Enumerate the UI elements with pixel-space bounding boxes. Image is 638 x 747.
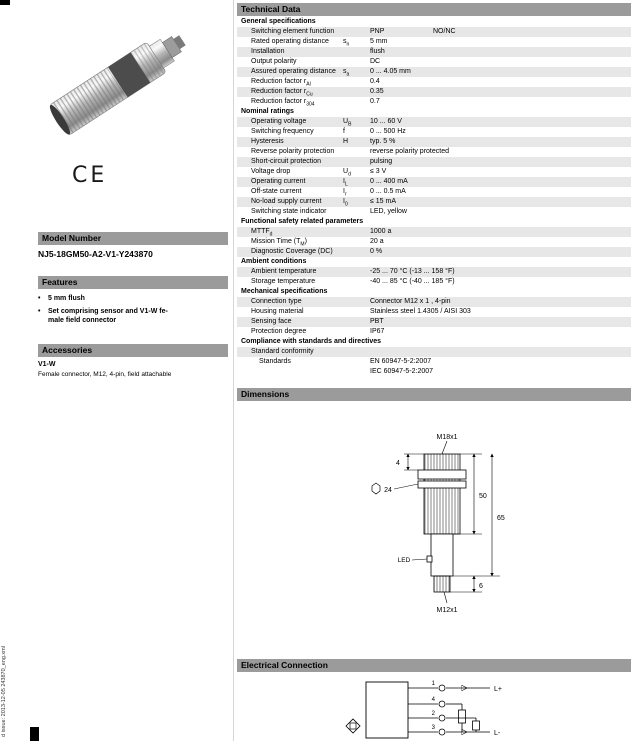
- tech-row-label: Assured operating distance: [251, 68, 336, 75]
- dimension-drawing: [352, 428, 582, 628]
- tech-row-value: 0.35: [370, 88, 384, 95]
- tech-row-symbol: $I_r$: [343, 188, 347, 198]
- tech-row-symbol: $I_0$: [343, 198, 348, 208]
- tech-row-label: Switching frequency: [251, 128, 314, 135]
- tech-row-value: Stainless steel 1.4305 / AISI 303: [370, 308, 471, 315]
- tech-row-label: Reduction factor $r_{304}$: [251, 98, 315, 108]
- tech-row: [237, 327, 631, 337]
- electrical-connection-header: Electrical Connection: [237, 659, 631, 672]
- tech-row-value: 0 %: [370, 248, 383, 255]
- tech-row: [237, 307, 631, 317]
- tech-section-header: Mechanical specifications: [237, 287, 631, 297]
- tech-row: [237, 197, 631, 207]
- accessory-name: V1-W: [38, 361, 56, 368]
- tech-row-label: $MTTF_d$: [251, 228, 273, 238]
- terminal-3-label: 3: [431, 725, 435, 731]
- sensor-image: [38, 8, 210, 146]
- tech-row-value: 20 a: [370, 238, 384, 245]
- tech-row-value: 5 mm: [370, 38, 388, 45]
- tech-row: [237, 67, 631, 77]
- tech-row-label: Reverse polarity protection: [251, 148, 335, 155]
- tech-row: [237, 127, 631, 137]
- product-photo: [38, 8, 210, 146]
- tech-row-value: -25 ... 70 °C (-13 ... 158 °F): [370, 268, 455, 275]
- tech-row: [237, 317, 631, 327]
- tech-row-label: Ambient temperature: [251, 268, 317, 275]
- tech-section-header: General specifications: [237, 17, 631, 27]
- tech-row-value: 0 ... 500 Hz: [370, 128, 406, 135]
- tech-row-label: Switching state indicator: [251, 208, 327, 215]
- model-number-header: Model Number: [38, 232, 228, 245]
- tech-row: [237, 227, 631, 237]
- tech-row-value: 0 ... 4.05 mm: [370, 68, 411, 75]
- tech-row: [237, 87, 631, 97]
- ce-logo: CE: [72, 163, 108, 188]
- dim-label-65: 65: [497, 515, 505, 522]
- tech-row-label: Mission Time $(T_M)$: [251, 238, 307, 248]
- tech-section-header: Nominal ratings: [237, 107, 631, 117]
- tech-row: [237, 147, 631, 157]
- load-symbol: [473, 721, 480, 730]
- bullet-icon: •: [38, 295, 41, 302]
- feature-item: [38, 307, 230, 325]
- tech-row-value: ≤ 15 mA: [370, 198, 397, 205]
- tech-row-symbol: f: [343, 128, 345, 135]
- model-number-value: NJ5-18GM50-A2-V1-Y243870: [38, 249, 153, 259]
- dim-label-m18: M18x1: [436, 434, 458, 441]
- tech-row: [237, 187, 631, 197]
- tech-row: [237, 277, 631, 287]
- accessories-header: Accessories: [38, 344, 228, 357]
- rail-minus-label: L-: [494, 730, 501, 737]
- tech-row-symbol: H: [343, 138, 349, 145]
- tech-row-value: 0.7: [370, 98, 380, 105]
- bullet-icon: •: [38, 308, 41, 315]
- tech-row-label: Connection type: [251, 298, 302, 305]
- feature-text: Set comprising sensor and V1-W fe- male field connector: [48, 308, 168, 324]
- technical-data-table: [237, 17, 631, 377]
- tech-row: [237, 237, 631, 247]
- tech-row: [237, 97, 631, 107]
- accessory-description: Female connector, M12, 4-pin, field attachable: [38, 371, 172, 378]
- tech-row-label: Housing material: [251, 308, 304, 315]
- tech-row-value: PNP: [370, 28, 385, 35]
- tech-row-symbol: $s_n$: [343, 38, 350, 48]
- tech-row-value-2: NO/NC: [433, 28, 456, 35]
- tech-row-value: 0.4: [370, 78, 380, 85]
- tech-row-value: 0 ... 400 mA: [370, 178, 408, 185]
- hex-af-icon: [372, 483, 380, 494]
- side-issue-text: d issue: 2013-12-05 243870_eng.xml: [1, 646, 7, 737]
- tech-row-label: Standards: [259, 358, 291, 365]
- tech-section-header: Ambient conditions: [237, 257, 631, 267]
- dim-label-m12: M12x1: [436, 607, 458, 614]
- tech-row-value: -40 ... 85 °C (-40 ... 185 °F): [370, 278, 455, 285]
- tech-row-value: LED, yellow: [370, 208, 407, 215]
- tech-row: [237, 117, 631, 127]
- tech-row-value: pulsing: [370, 158, 393, 165]
- tech-row: [237, 267, 631, 277]
- tech-row-label: Reduction factor $r_{Al}$: [251, 78, 311, 88]
- tech-row-label: Rated operating distance: [251, 38, 329, 45]
- tech-row: [237, 347, 631, 357]
- tech-row-label: Installation: [251, 48, 285, 55]
- tech-row-symbol: $I_L$: [343, 178, 348, 188]
- tech-row-label: Output polarity: [251, 58, 297, 65]
- dim-label-6: 6: [479, 583, 483, 590]
- tech-row: [237, 297, 631, 307]
- dim-label-50: 50: [479, 493, 487, 500]
- column-divider: [233, 0, 234, 741]
- terminal-4-label: 4: [431, 697, 435, 703]
- tech-row-label: No-load supply current: [251, 198, 322, 205]
- tech-row: [237, 27, 631, 37]
- tech-section-header: Compliance with standards and directives: [237, 337, 631, 347]
- terminal-2-label: 2: [431, 711, 435, 717]
- tech-row-label: Voltage drop: [251, 168, 291, 175]
- rail-plus-label: L+: [494, 686, 502, 693]
- tech-row: [237, 77, 631, 87]
- tech-row-value: 0 ... 0.5 mA: [370, 188, 406, 195]
- wiring-diagram: [338, 676, 538, 742]
- tech-row-label: Storage temperature: [251, 278, 316, 285]
- dimensions-header: Dimensions: [237, 388, 631, 401]
- feature-item: [38, 294, 230, 303]
- tech-row-value: IP67: [370, 328, 385, 335]
- tech-row-label: Diagnostic Coverage (DC): [251, 248, 333, 255]
- features-header: Features: [38, 276, 228, 289]
- tech-row-label: Protection degree: [251, 328, 307, 335]
- tech-row: [237, 157, 631, 167]
- tech-row-symbol: $U_d$: [343, 168, 351, 178]
- print-mark-bottom: [30, 727, 39, 741]
- tech-row-label: Operating voltage: [251, 118, 307, 125]
- tech-row-value: reverse polarity protected: [370, 148, 449, 155]
- tech-row: [237, 207, 631, 217]
- feature-text: 5 mm flush: [48, 295, 85, 302]
- tech-row: [237, 177, 631, 187]
- tech-row: [237, 167, 631, 177]
- dimension-svg: [352, 428, 582, 628]
- tech-row: [237, 37, 631, 47]
- dim-label-24: 24: [384, 487, 392, 494]
- wiring-svg: [338, 676, 538, 742]
- tech-row-label: Hysteresis: [251, 138, 284, 145]
- tech-row-value: flush: [370, 48, 385, 55]
- tech-row-symbol: $U_B$: [343, 118, 352, 128]
- features-list: [38, 294, 230, 329]
- technical-data-header: Technical Data: [237, 3, 631, 16]
- load-symbol: [459, 710, 466, 723]
- terminal-1-label: 1: [431, 681, 435, 687]
- tech-row-label: Switching element function: [251, 28, 335, 35]
- tech-row-label: Operating current: [251, 178, 306, 185]
- tech-row-value: Connector M12 x 1 , 4-pin: [370, 298, 451, 305]
- tech-row-label: Short-circuit protection: [251, 158, 322, 165]
- tech-row: [237, 57, 631, 67]
- tech-row-value: DC: [370, 58, 381, 65]
- tech-row: [237, 137, 631, 147]
- dim-label-led: LED: [397, 557, 411, 564]
- tech-row-symbol: $s_a$: [343, 68, 350, 78]
- tech-row-value: 10 ... 60 V: [370, 118, 402, 125]
- tech-row-value: 1000 a: [370, 228, 392, 235]
- inductive-sensor-icon: [346, 719, 360, 733]
- tech-row-label: Off-state current: [251, 188, 302, 195]
- tech-row: [237, 247, 631, 257]
- tech-row-label: Sensing face: [251, 318, 292, 325]
- tech-section-header: Functional safety related parameters: [237, 217, 631, 227]
- tech-row-value: PBT: [370, 318, 384, 325]
- tech-row-label: Reduction factor $r_{Cu}$: [251, 88, 313, 98]
- tech-row-value: ≤ 3 V: [370, 168, 387, 175]
- tech-row: [237, 357, 631, 377]
- tech-row-value: typ. 5 %: [370, 138, 396, 145]
- tech-row-label: Standard conformity: [251, 348, 314, 355]
- dim-label-4: 4: [396, 460, 400, 467]
- tech-row-value: EN 60947-5-2:2007 IEC 60947-5-2:2007: [370, 358, 434, 375]
- tech-row: [237, 47, 631, 57]
- print-mark-top: [0, 0, 10, 5]
